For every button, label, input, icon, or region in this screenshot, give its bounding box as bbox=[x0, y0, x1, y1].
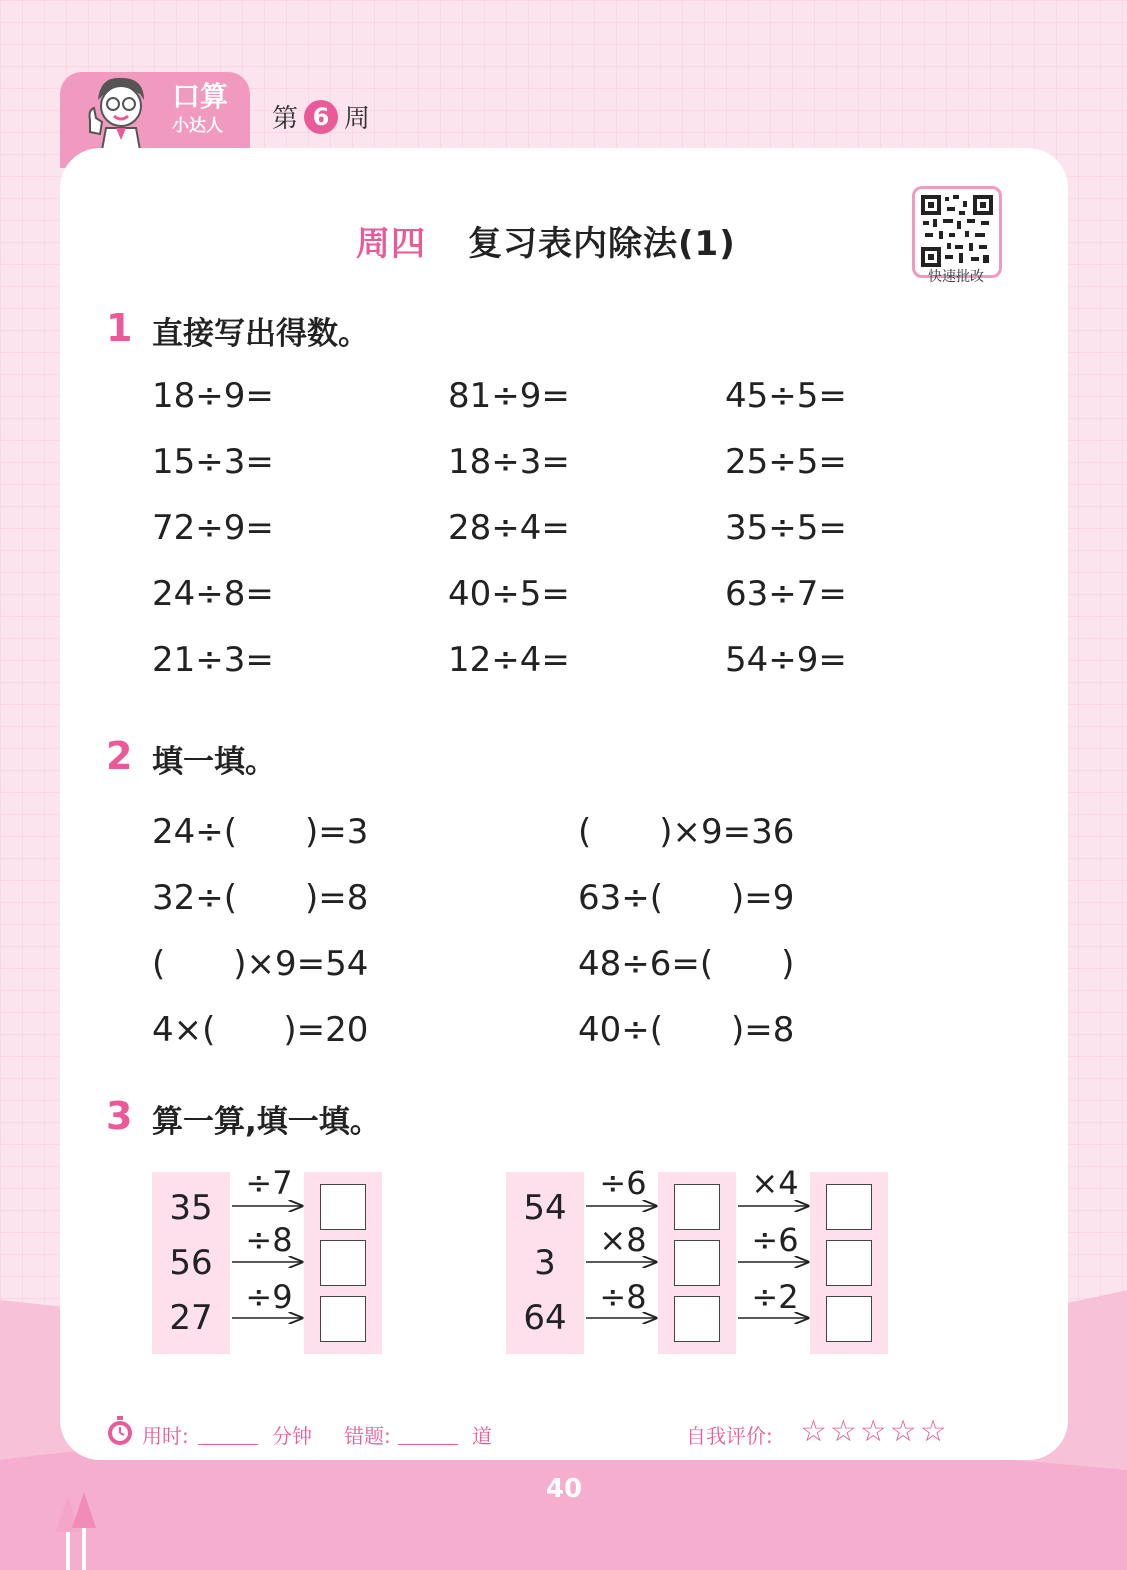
errors-blank[interactable] bbox=[398, 1444, 458, 1445]
fill-problem[interactable]: 32÷( )=8 bbox=[152, 878, 369, 918]
problem[interactable]: 24÷8= bbox=[152, 574, 274, 614]
section-1-title: 直接写出得数。 bbox=[152, 316, 369, 352]
arrows bbox=[584, 1196, 660, 1326]
problem[interactable]: 81÷9= bbox=[448, 376, 570, 416]
rating-stars[interactable]: ☆☆☆☆☆ bbox=[800, 1414, 950, 1449]
fill-problem[interactable]: 4×( )=20 bbox=[152, 1010, 369, 1050]
operation-label: ×4 bbox=[751, 1164, 799, 1202]
operation-label: ÷6 bbox=[599, 1164, 647, 1202]
section-3-title: 算一算,填一填。 bbox=[152, 1104, 381, 1140]
problem[interactable]: 28÷4= bbox=[448, 508, 570, 548]
fill-problem[interactable]: 40÷( )=8 bbox=[578, 1010, 795, 1050]
problem[interactable]: 63÷7= bbox=[725, 574, 847, 614]
start-number: 54 bbox=[523, 1188, 567, 1228]
errors-label: 错题: bbox=[344, 1424, 391, 1448]
problem[interactable]: 12÷4= bbox=[448, 640, 570, 680]
answer-box[interactable] bbox=[320, 1240, 366, 1286]
answer-box[interactable] bbox=[674, 1240, 720, 1286]
fill-problem[interactable]: 48÷6=( ) bbox=[578, 944, 795, 984]
answer-box[interactable] bbox=[826, 1240, 872, 1286]
qr-code-icon bbox=[921, 195, 993, 267]
operation-label: ×8 bbox=[599, 1221, 647, 1259]
qr-label: 快速批改 bbox=[928, 269, 984, 285]
fill-problem[interactable]: 24÷( )=3 bbox=[152, 812, 369, 852]
problem[interactable]: 45÷5= bbox=[725, 376, 847, 416]
arrows bbox=[230, 1196, 306, 1326]
problem[interactable]: 54÷9= bbox=[725, 640, 847, 680]
answer-box[interactable] bbox=[674, 1296, 720, 1342]
fill-problem[interactable]: ( )×9=54 bbox=[152, 944, 369, 984]
tab-title: 口算 bbox=[172, 80, 229, 113]
problem[interactable]: 15÷3= bbox=[152, 442, 274, 482]
page-title: 复习表内除法(1) bbox=[468, 224, 736, 264]
operation-label: ÷9 bbox=[245, 1278, 293, 1316]
problem[interactable]: 40÷5= bbox=[448, 574, 570, 614]
problem[interactable]: 21÷3= bbox=[152, 640, 274, 680]
week-prefix: 第 bbox=[272, 104, 299, 134]
section-2-number: 2 bbox=[106, 734, 133, 778]
problem[interactable]: 72÷9= bbox=[152, 508, 274, 548]
page-title-day: 周四 bbox=[356, 224, 426, 264]
problem[interactable]: 18÷3= bbox=[448, 442, 570, 482]
self-eval-label: 自我评价: bbox=[686, 1424, 773, 1448]
time-label: 用时: bbox=[142, 1424, 189, 1448]
errors-unit: 道 bbox=[472, 1424, 492, 1448]
section-2-title: 填一填。 bbox=[152, 744, 276, 780]
mascot-boy-icon bbox=[80, 70, 160, 150]
problem[interactable]: 18÷9= bbox=[152, 376, 274, 416]
section-1-number: 1 bbox=[106, 306, 133, 350]
fill-problem[interactable]: ( )×9=36 bbox=[578, 812, 795, 852]
week-number-badge: 6 bbox=[304, 100, 338, 134]
start-number: 35 bbox=[169, 1188, 213, 1228]
tab-subtitle: 小达人 bbox=[172, 116, 223, 136]
qr-code[interactable] bbox=[912, 186, 1002, 278]
stopwatch-icon bbox=[106, 1416, 134, 1446]
operation-label: ÷8 bbox=[599, 1278, 647, 1316]
operation-label: ÷8 bbox=[245, 1221, 293, 1259]
start-number: 3 bbox=[534, 1243, 556, 1283]
operation-label: ÷2 bbox=[751, 1278, 799, 1316]
fill-problem[interactable]: 63÷( )=9 bbox=[578, 878, 795, 918]
operation-label: ÷7 bbox=[245, 1164, 293, 1202]
problem[interactable]: 25÷5= bbox=[725, 442, 847, 482]
minutes-label: 分钟 bbox=[272, 1424, 312, 1448]
start-number: 27 bbox=[169, 1298, 213, 1338]
tree-icon bbox=[54, 1492, 100, 1570]
week-label bbox=[272, 98, 370, 135]
answer-box[interactable] bbox=[826, 1184, 872, 1230]
answer-box[interactable] bbox=[826, 1296, 872, 1342]
answer-box[interactable] bbox=[320, 1184, 366, 1230]
page-number: 40 bbox=[545, 1474, 583, 1504]
start-number: 56 bbox=[169, 1243, 213, 1283]
arrows bbox=[736, 1196, 812, 1326]
answer-box[interactable] bbox=[674, 1184, 720, 1230]
answer-box[interactable] bbox=[320, 1296, 366, 1342]
problem[interactable]: 35÷5= bbox=[725, 508, 847, 548]
section-3-number: 3 bbox=[106, 1094, 133, 1138]
week-suffix: 周 bbox=[344, 104, 371, 134]
time-blank[interactable] bbox=[198, 1444, 258, 1445]
start-number: 64 bbox=[523, 1298, 567, 1338]
operation-label: ÷6 bbox=[751, 1221, 799, 1259]
